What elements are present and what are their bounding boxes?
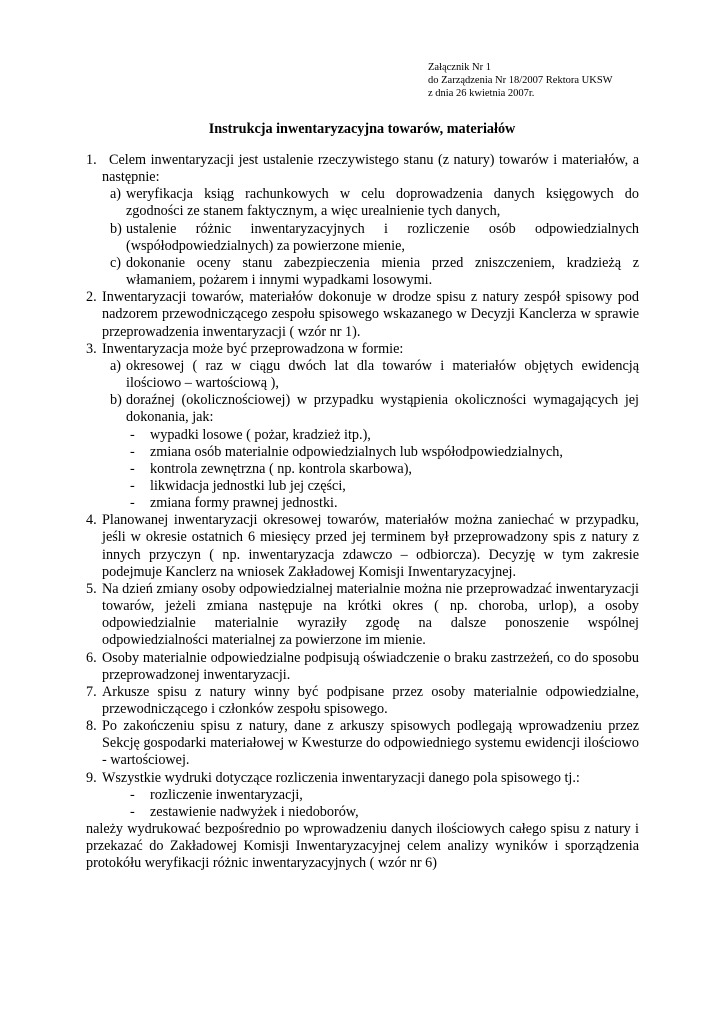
- sub-item-text: okresowej ( raz w ciągu dwóch lat dla towarów i materiałów objętych ewidencją ilościowo – wartościową ),: [126, 357, 639, 392]
- list-item-9: [86, 770, 639, 787]
- item-text: Inwentaryzacja może być przeprowadzona w formie:: [102, 340, 404, 357]
- dash-bullet: -: [130, 443, 135, 460]
- dash-item: [86, 427, 639, 444]
- list-item-4: [86, 512, 639, 581]
- dash-item-text: likwidacja jednostki lub jej części,: [150, 477, 346, 494]
- item-number: 8.: [86, 718, 97, 735]
- sub-item-1a: [86, 186, 639, 220]
- dash-bullet: -: [130, 426, 135, 443]
- list-item-6: [86, 650, 639, 684]
- dash-bullet: -: [130, 786, 135, 803]
- header-attachment: Załącznik Nr 1: [428, 62, 491, 73]
- sub-item-text: ustalenie różnic inwentaryzacyjnych i rozliczenie osób odpowiedzialnych (współodpowiedzialnych) za powierzone mienie,: [126, 220, 639, 254]
- dash-item: [86, 444, 639, 461]
- dash-item-text: wypadki losowe ( pożar, kradzież itp.),: [150, 426, 371, 443]
- closing-paragraph: należy wydrukować bezpośrednio po wprowadzeniu danych ilościowych całego spisu z natury i przekazać do Zakładowej Komisji Inwentaryzacyjnej celem analizy wyników i sporządzenia protokółu weryfikacji różnic inwentaryzacyjnych ( wzór nr 6): [86, 821, 639, 872]
- sub-item-text: dokonanie oceny stanu zabezpieczenia mienia przed zniszczeniem, kradzieżą z włamaniem, pożarem i innymi wypadkami losowymi.: [126, 254, 639, 289]
- item-text: Inwentaryzacji towarów, materiałów dokonuje w drodze spisu z natury zespół spisowy pod nadzorem przewodniczącego zespołu spisowego wskazanego w Decyzji Kanclerza w sprawie przeprowadzenia inwentaryzacji ( wzór nr 1).: [102, 289, 639, 340]
- sub-item-1b: [86, 221, 639, 255]
- list-item-3: [86, 341, 639, 358]
- item-number: 4.: [86, 512, 97, 529]
- sub-item-text: weryfikacja ksiąg rachunkowych w celu doprowadzenia danych księgowych do zgodności ze stanem faktycznym, a więc urealnienie tych danych,: [126, 186, 639, 220]
- item-text: Celem inwentaryzacji jest ustalenie rzeczywistego stanu (z natury) towarów i materiałów, a następnie:: [102, 152, 639, 186]
- item-number: 3.: [86, 340, 97, 357]
- item-text: Na dzień zmiany osoby odpowiedzialnej materialnie można nie przeprowadzać inwentaryzacji towarów, jeżeli zmiana następuje na krótki okres ( np. choroba, urlop), a osoby odpowiedzialnie materialnie wyraziły zgodę na dalsze ponoszenie wspólnej odpowiedzialności materialnej za powierzone im mienie.: [102, 580, 639, 649]
- item-text: Planowanej inwentaryzacji okresowej towarów, materiałów można zaniechać w przypadku, jeśli w okresie ostatnich 6 miesięcy przed jej terminem był przeprowadzony spis z natury z innych przyczyn ( np. inwentaryzacja zdawczo – odbiorcza). Decyzję w tym zakresie podejmuje Kanclerz na wniosek Zakładowej Komisji Inwentaryzacyjnej.: [102, 512, 639, 580]
- dash-item-text: rozliczenie inwentaryzacji,: [150, 786, 303, 803]
- sub-item-label: a): [110, 186, 122, 203]
- sub-item-label: a): [110, 357, 122, 374]
- item-text: Po zakończeniu spisu z natury, dane z arkuszy spisowych podlegają wprowadzeniu przez Sekcję gospodarki materiałowej w Kwesturze do odpowiedniego systemu ewidencji ilościowo - wartościowej.: [102, 718, 639, 769]
- item-number: 9.: [86, 769, 97, 786]
- dash-item-text: zmiana formy prawnej jednostki.: [150, 495, 338, 512]
- item-number: 7.: [86, 683, 97, 700]
- dash-item: [86, 461, 639, 478]
- list-item-8: [86, 718, 639, 769]
- list-item-2: [86, 289, 639, 340]
- item-text: Arkusze spisu z natury winny być podpisane przez osoby materialnie odpowiedzialne, przewodniczącego i członków zespołu spisowego.: [102, 683, 639, 717]
- dash-item-text: kontrola zewnętrzna ( np. kontrola skarbowa),: [150, 460, 412, 477]
- item-number: 2.: [86, 289, 97, 306]
- dash-item-text: zestawienie nadwyżek i niedoborów,: [150, 803, 359, 820]
- header-date: z dnia 26 kwietnia 2007r.: [428, 88, 535, 99]
- item-text: Osoby materialnie odpowiedzialne podpisują oświadczenie o braku zastrzeżeń, co do sposobu przeprowadzonej inwentaryzacji.: [102, 649, 639, 683]
- dash-item: [86, 495, 639, 512]
- item-text: Wszystkie wydruki dotyczące rozliczenia inwentaryzacji danego pola spisowego tj.:: [102, 769, 580, 786]
- list-item-5: [86, 581, 639, 650]
- list-item-7: [86, 684, 639, 718]
- item-number: 5.: [86, 580, 97, 597]
- document-title: Instrukcja inwentaryzacyjna towarów, materiałów: [208, 121, 516, 137]
- dash-bullet: -: [130, 460, 135, 477]
- sub-item-3b: [86, 392, 639, 426]
- dash-bullet: -: [130, 495, 135, 512]
- item-number: 1.: [86, 152, 97, 168]
- dash-item: [86, 804, 639, 821]
- dash-bullet: -: [130, 477, 135, 494]
- sub-item-1c: [86, 255, 639, 289]
- document-header: [428, 61, 613, 100]
- list-item-1: [86, 152, 639, 186]
- sub-item-label: c): [110, 254, 122, 271]
- sub-item-text: doraźnej (okolicznościowej) w przypadku wystąpienia okoliczności wymagających jej dokonania, jak:: [126, 392, 639, 426]
- sub-item-3a: [86, 358, 639, 392]
- document-body: [86, 152, 639, 873]
- dash-item: [86, 478, 639, 495]
- sub-item-label: b): [110, 220, 122, 237]
- dash-item-text: zmiana osób materialnie odpowiedzialnych lub współodpowiedzialnych,: [150, 443, 563, 460]
- dash-item: [86, 787, 639, 804]
- header-regulation: do Zarządzenia Nr 18/2007 Rektora UKSW: [428, 75, 613, 86]
- item-number: 6.: [86, 649, 97, 666]
- sub-item-label: b): [110, 392, 122, 409]
- dash-bullet: -: [130, 803, 135, 820]
